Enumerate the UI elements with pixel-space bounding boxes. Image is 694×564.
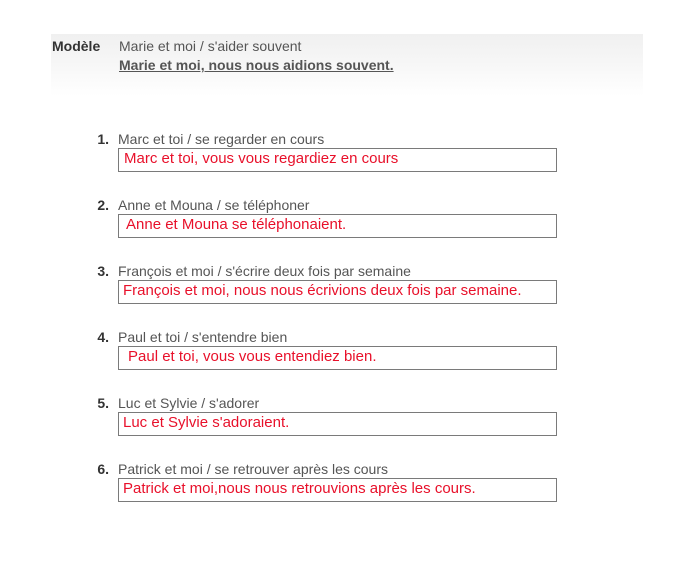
item-prompt: Marc et toi / se regarder en cours (118, 131, 325, 147)
item-number: 1. (97, 131, 109, 147)
answer-field[interactable] (118, 346, 557, 370)
answer-text: Paul et toi, vous vous entendiez bien. (128, 348, 377, 365)
item-prompt: Paul et toi / s'entendre bien (118, 329, 288, 345)
item-prompt: Patrick et moi / se retrouver après les cours (118, 461, 388, 477)
model-answer: Marie et moi, nous nous aidions souvent. (119, 57, 394, 73)
answer-text: Anne et Mouna se téléphonaient. (126, 216, 347, 233)
exercise-item-3 (0, 263, 694, 323)
answer-text: Patrick et moi,nous nous retrouvions après les cours. (123, 480, 476, 497)
answer-field[interactable] (118, 478, 557, 502)
model-label: Modèle (52, 38, 101, 54)
item-number: 6. (97, 461, 109, 477)
answer-field[interactable] (118, 148, 557, 172)
item-number: 2. (97, 197, 109, 213)
item-prompt: Luc et Sylvie / s'adorer (118, 395, 260, 411)
exercise-item-2 (0, 197, 694, 257)
exercise-item-5 (0, 395, 694, 455)
item-number: 5. (97, 395, 109, 411)
exercise-item-4 (0, 329, 694, 389)
exercise-item-1 (0, 131, 694, 191)
answer-field[interactable] (118, 214, 557, 238)
answer-field[interactable] (118, 412, 557, 436)
answer-text: François et moi, nous nous écrivions deux fois par semaine. (123, 282, 522, 299)
exercise-item-6 (0, 461, 694, 521)
answer-text: Marc et toi, vous vous regardiez en cours (124, 150, 399, 167)
item-prompt: François et moi / s'écrire deux fois par semaine (118, 263, 411, 279)
answer-field[interactable] (118, 280, 557, 304)
item-prompt: Anne et Mouna / se téléphoner (118, 197, 310, 213)
model-prompt: Marie et moi / s'aider souvent (119, 38, 302, 54)
answer-text: Luc et Sylvie s'adoraient. (123, 414, 290, 431)
item-number: 3. (97, 263, 109, 279)
model-example (51, 34, 643, 96)
item-number: 4. (97, 329, 109, 345)
